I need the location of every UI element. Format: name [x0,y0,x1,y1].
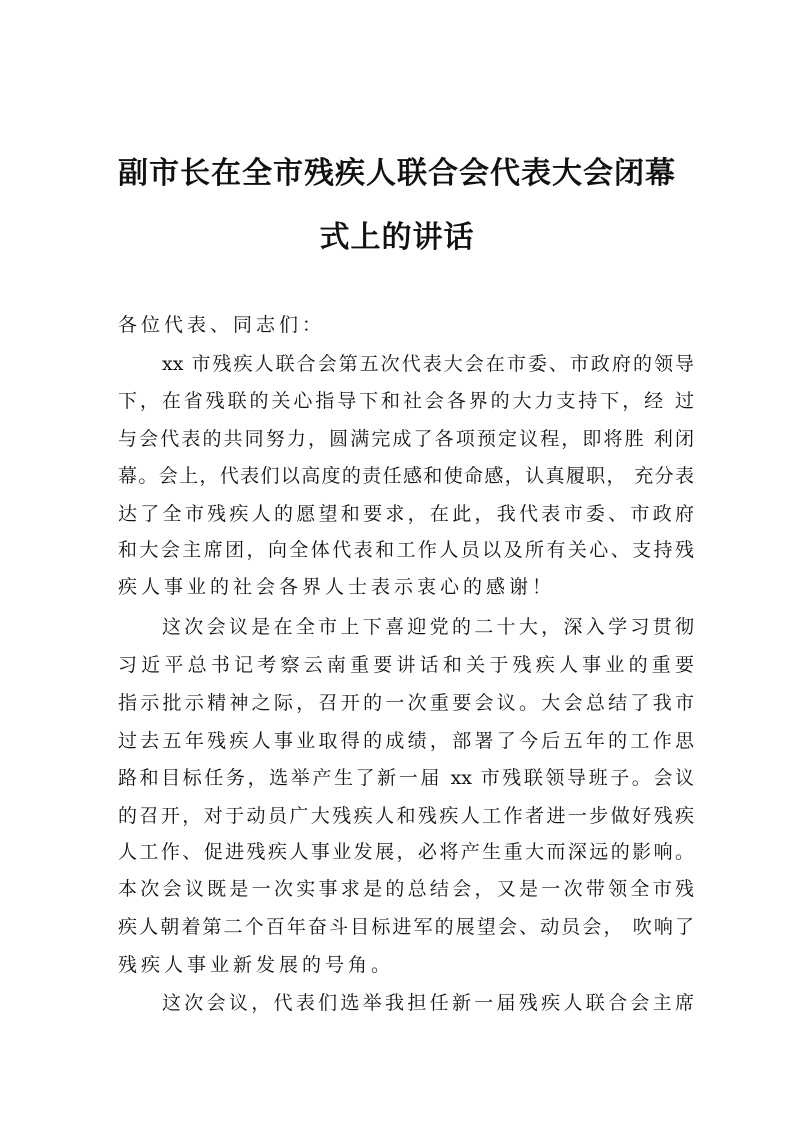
salutation: 各位代表、同志们： [118,314,326,336]
paragraph-line: 与会代表的共同努力，圆满完成了各项预定议程，即将胜 利闭 [118,428,694,450]
paragraph-line: 下，在省残联的关心指导下和社会各界的大力支持下，经 过 [118,390,694,412]
paragraph-line: 残疾人事业新发展的号角。 [118,954,395,976]
paragraph-line: 本次会议既是一次实事求是的总结会，又是一次带领全市残 [118,878,694,900]
paragraph-line: 指示批示精神之际，召开的一次重要会议。大会总结了我市 [118,692,694,714]
paragraph-line: 的召开，对于动员广大残疾人和残疾人工作者进一步做好残疾 [118,805,694,827]
paragraph-line: 过去五年残疾人事业取得的成绩，部署了今后五年的工作思 [118,730,694,752]
paragraph-line: 疾人事业的社会各界人士表示衷心的感谢！ [118,576,556,598]
paragraph-line: 这次会议，代表们选举我担任新一届残疾人联合会主席 [162,992,694,1014]
paragraph-line: 和大会主席团，向全体代表和工作人员以及所有关心、支持残 [118,539,694,561]
paragraph-line: 这次会议是在全市上下喜迎党的二十大，深入学习贯彻 [162,616,694,638]
document-title-line-2: 式上的讲话 [319,220,475,255]
paragraph-line: 疾人朝着第二个百年奋斗目标进军的展望会、动员会， 吹响了 [118,916,694,938]
paragraph-line: xx 市残疾人联合会第五次代表大会在市委、市政府的领导 [162,353,694,375]
paragraph-line: 达了全市残疾人的愿望和要求，在此，我代表市委、市政府 [118,503,694,525]
paragraph-line: 路和目标任务，选举产生了新一届 xx 市残联领导班子。会议 [118,767,694,789]
paragraph-line: 人工作、促进残疾人事业发展，必将产生重大而深远的影响。 [118,841,694,863]
paragraph-line: 幕。会上，代表们以高度的责任感和使命感，认真履职， 充分表 [118,465,694,487]
document-title-line-1: 副市长在全市残疾人联合会代表大会闭幕 [118,156,676,191]
paragraph-line: 习近平总书记考察云南重要讲话和关于残疾人事业的重要 [118,654,694,676]
